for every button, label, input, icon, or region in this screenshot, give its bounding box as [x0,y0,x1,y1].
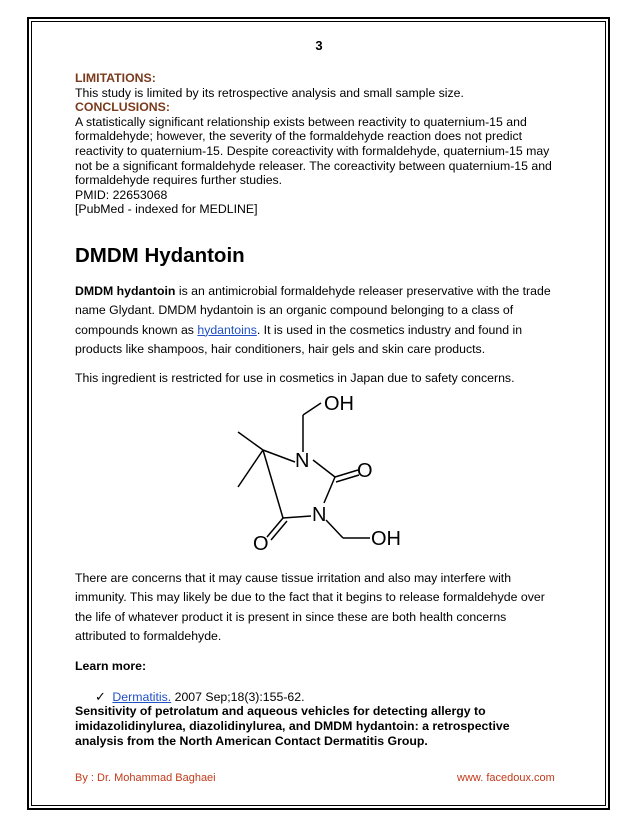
intro-text: . It is used in the cosmetics industry and found in [256,322,523,337]
o-right-label: O [357,460,373,482]
pubmed-status: [PubMed - indexed for MEDLINE] [75,202,258,217]
section-title: DMDM Hydantoin [75,243,245,267]
reference-title-line: Sensitivity of petrolatum and aqueous vehicles for detecting allergy to [75,704,486,718]
dmdm-hydantoin-structure [228,390,418,555]
concerns-line: the life of whatever product it is present in since these are both health concerns [75,609,507,624]
checkmark-icon: ✓ [95,689,106,704]
oh-top-label: OH [324,393,354,415]
n-top-label: N [295,450,310,472]
footer-website: www. facedoux.com [457,772,555,784]
reference-item [95,689,305,705]
abstract-section [75,71,565,398]
hydantoins-link[interactable]: hydantoins [197,322,257,337]
conclusions-line: formaldehyde requires further studies. [75,173,283,188]
concerns-line: immunity. This may likely be due to the fact that it begins to release formaldehyde over [75,590,545,605]
conclusions-heading: CONCLUSIONS: [75,100,170,115]
concerns-line: There are concerns that it may cause tissue irritation and also may interfere with [75,571,512,585]
conclusions-line: formaldehyde; however, the severity of the formaldehyde reaction does not predict [75,129,523,144]
intro-text: compounds known as [75,322,198,337]
page-number: 3 [315,38,323,53]
intro-text: products like shampoos, hair conditioners, hair gels and skin care products. [75,341,486,356]
intro-paragraph [75,282,565,359]
reference-title-line: imidazolidinylurea, diazolidinylurea, and DMDM hydantoin: a retrospective [75,719,510,733]
dermatitis-link[interactable]: Dermatitis. [112,690,172,704]
learn-more-heading: Learn more: [75,659,147,674]
intro-text: is an antimicrobial formaldehyde releaser preservative with the trade [175,283,551,298]
restriction-text: This ingredient is restricted for use in cosmetics in Japan due to safety concerns. [75,371,515,386]
oh-bottom-label: OH [371,528,401,550]
limitations-heading: LIMITATIONS: [75,71,156,85]
conclusions-line: reactivity to quaternium-15. Despite coreactivity with formaldehyde, quaternium-15 may [75,143,550,158]
conclusions-line: A statistically significant relationship exists between reactivity to quaternium-15 and [75,114,527,129]
concerns-line: attributed to formaldehyde. [75,628,222,643]
intro-text: name Glydant. DMDM hydantoin is an organic compound belonging to a class of [75,303,514,318]
reference-citation: 2007 Sep;18(3):155-62. [171,690,305,704]
intro-bold-term: DMDM hydantoin [75,283,176,298]
reference-title [75,704,555,749]
n-bottom-label: N [312,504,327,526]
pmid: PMID: 22653068 [75,187,168,202]
footer-author: By : Dr. Mohammad Baghaei [75,772,216,784]
concerns-section [75,569,565,676]
reference-title-line: analysis from the North American Contact Dermatitis Group. [75,734,428,748]
limitations-text: This study is limited by its retrospective analysis and small sample size. [75,85,464,100]
conclusions-line: not be a significant formaldehyde releaser. The coreactivity between quaternium-15 and [75,158,552,173]
o-bottom-label: O [253,533,269,555]
